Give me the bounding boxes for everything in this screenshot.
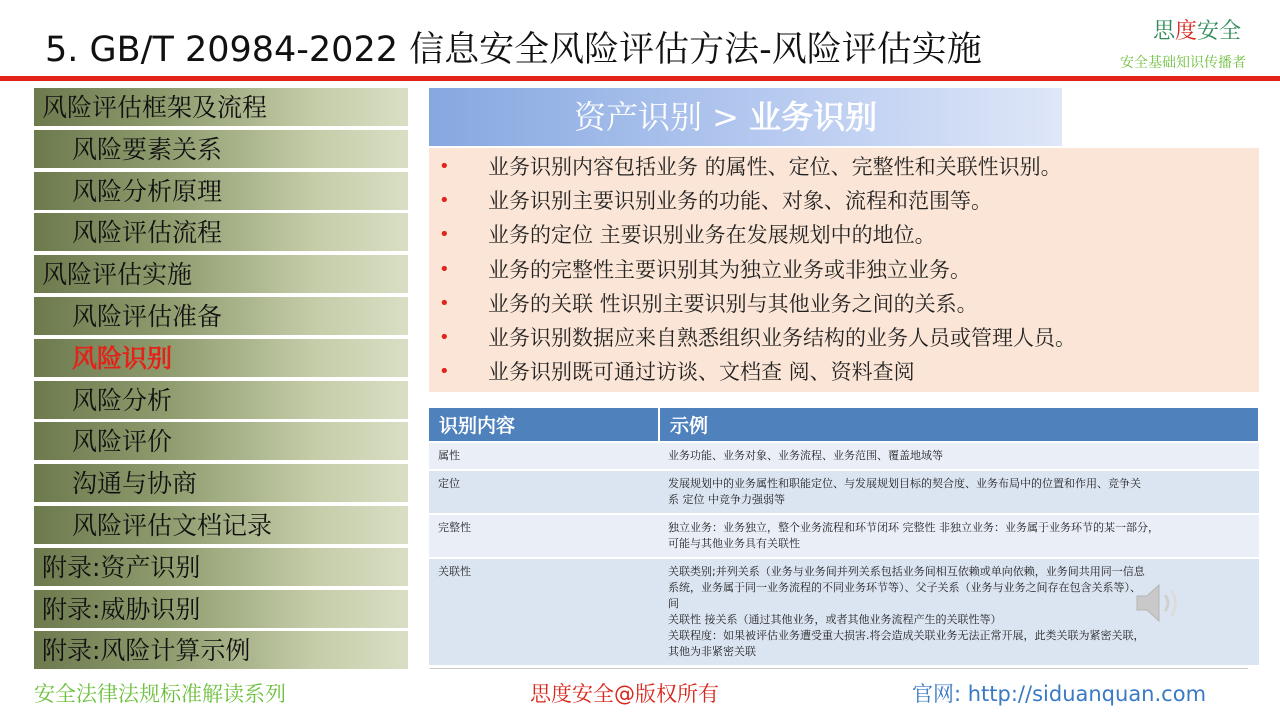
bullet-list	[429, 148, 1259, 392]
sidebar-item[interactable]: 附录:威胁识别	[34, 590, 408, 630]
table-cell-item: 完整性	[429, 514, 659, 558]
bullet-dot-icon: •	[439, 361, 450, 383]
sidebar-item[interactable]: 风险评估实施	[34, 255, 408, 295]
table-row	[429, 470, 1259, 514]
table-cell-example: 业务功能、业务对象、业务流程、业务范围、覆盖地域等	[659, 442, 1259, 470]
footer-website-link[interactable]: 官网: http://siduanquan.com	[912, 682, 1207, 706]
page-title: 5. GB/T 20984-2022 信息安全风险评估方法-风险评估实施	[45, 30, 982, 70]
bullet-dot-icon: •	[439, 258, 450, 280]
footer-divider	[430, 668, 1248, 669]
sidebar-item[interactable]: 附录:风险计算示例	[34, 631, 408, 671]
list-item	[429, 355, 1259, 389]
bullet-dot-icon: •	[439, 190, 450, 212]
table-row	[429, 442, 1259, 470]
list-item	[429, 218, 1259, 252]
table-cell-example: 关联类别;并列关系（业务与业务间并列关系包括业务间相互依赖或单向依赖，业务间共用同一信息 系统，业务属于同一业务流程的不同业务环节等）、父子关系（业务与业务之间存在包含关系等）、 间 关联性 接关系（通过其他业务，或者其他业务流程产生的关联性等） 关联程度：如果被评估业务遭受重大损害.将会造成关联业务无法正常开展，此类关联为紧密关联， 其他为非紧密关联	[659, 558, 1259, 665]
bullet-text: 业务识别内容包括业务 的属性、定位、完整性和关联性识别。	[488, 155, 1062, 179]
bullet-text: 业务的定位 主要识别业务在发展规划中的地位。	[488, 223, 936, 248]
list-item	[429, 253, 1259, 287]
header-divider	[0, 76, 1280, 81]
bullet-dot-icon: •	[439, 292, 450, 314]
bullet-text: 业务的完整性主要识别其为独立业务或非独立业务。	[488, 257, 971, 282]
brand-text-2: 度	[1175, 19, 1198, 44]
table-cell-example: 发展规划中的业务属性和职能定位、与发展规划目标的契合度、业务布局中的位置和作用、竞争关 系 定位 中竞争力强弱等	[659, 470, 1259, 514]
bullet-text: 业务的关联 性识别主要识别与其他业务之间的关系。	[488, 291, 978, 316]
sidebar-item[interactable]: 风险分析原理	[34, 172, 408, 212]
sidebar-item[interactable]: 风险评估流程	[34, 213, 408, 253]
list-item	[429, 287, 1259, 321]
sidebar-item[interactable]: 风险识别	[34, 339, 408, 379]
table-cell-item: 属性	[429, 442, 659, 470]
list-item	[429, 150, 1259, 184]
table-header-item: 识别内容	[429, 408, 659, 442]
table-row	[429, 514, 1259, 558]
footer-series: 安全法律法规标准解读系列	[34, 682, 286, 706]
sidebar-item[interactable]: 风险评估准备	[34, 297, 408, 337]
table-header-example: 示例	[659, 408, 1259, 442]
list-item	[429, 184, 1259, 218]
section-heading-prefix: 资产识别 >	[574, 98, 750, 136]
list-item	[429, 321, 1259, 355]
bullet-dot-icon: •	[439, 156, 450, 177]
sidebar-item[interactable]: 附录:资产识别	[34, 548, 408, 588]
sidebar-item[interactable]: 风险评估文档记录	[34, 506, 408, 546]
bullet-text: 业务识别数据应来自熟悉组织业务结构的业务人员或管理人员。	[488, 326, 1076, 350]
sidebar-item[interactable]: 风险评价	[34, 422, 408, 462]
identification-table	[429, 408, 1260, 665]
brand-logo	[1153, 14, 1241, 45]
table-cell-item: 定位	[429, 470, 659, 514]
brand-text-1: 思	[1153, 19, 1176, 44]
brand-tagline: 安全基础知识传播者	[1120, 55, 1246, 71]
section-heading	[429, 88, 1062, 146]
table-cell-example: 独立业务：业务独立，整个业务流程和环节闭环 完整性 非独立业务：业务属于业务环节的某一部分， 可能与其他业务具有关联性	[659, 514, 1259, 558]
sidebar-item[interactable]: 风险要素关系	[34, 130, 408, 170]
sidebar-item[interactable]: 风险评估框架及流程	[34, 88, 408, 128]
brand-text-3: 安全	[1197, 19, 1242, 44]
speaker-icon[interactable]	[1133, 580, 1187, 626]
sidebar-nav	[34, 88, 408, 672]
section-heading-strong: 业务识别	[749, 98, 878, 136]
footer-copyright: 思度安全@版权所有	[530, 682, 719, 706]
bullet-text: 业务识别主要识别业务的功能、对象、流程和范围等。	[488, 189, 992, 214]
table-cell-item: 关联性	[429, 558, 659, 665]
sidebar-item[interactable]: 沟通与协商	[34, 464, 408, 504]
bullet-dot-icon: •	[439, 327, 450, 348]
bullet-dot-icon: •	[439, 224, 450, 246]
speaker-icon-graphic	[1133, 580, 1187, 626]
sidebar-item[interactable]: 风险分析	[34, 381, 408, 421]
bullet-text: 业务识别既可通过访谈、文档查 阅、资料查阅	[488, 360, 915, 385]
table-header-row	[429, 408, 1259, 442]
